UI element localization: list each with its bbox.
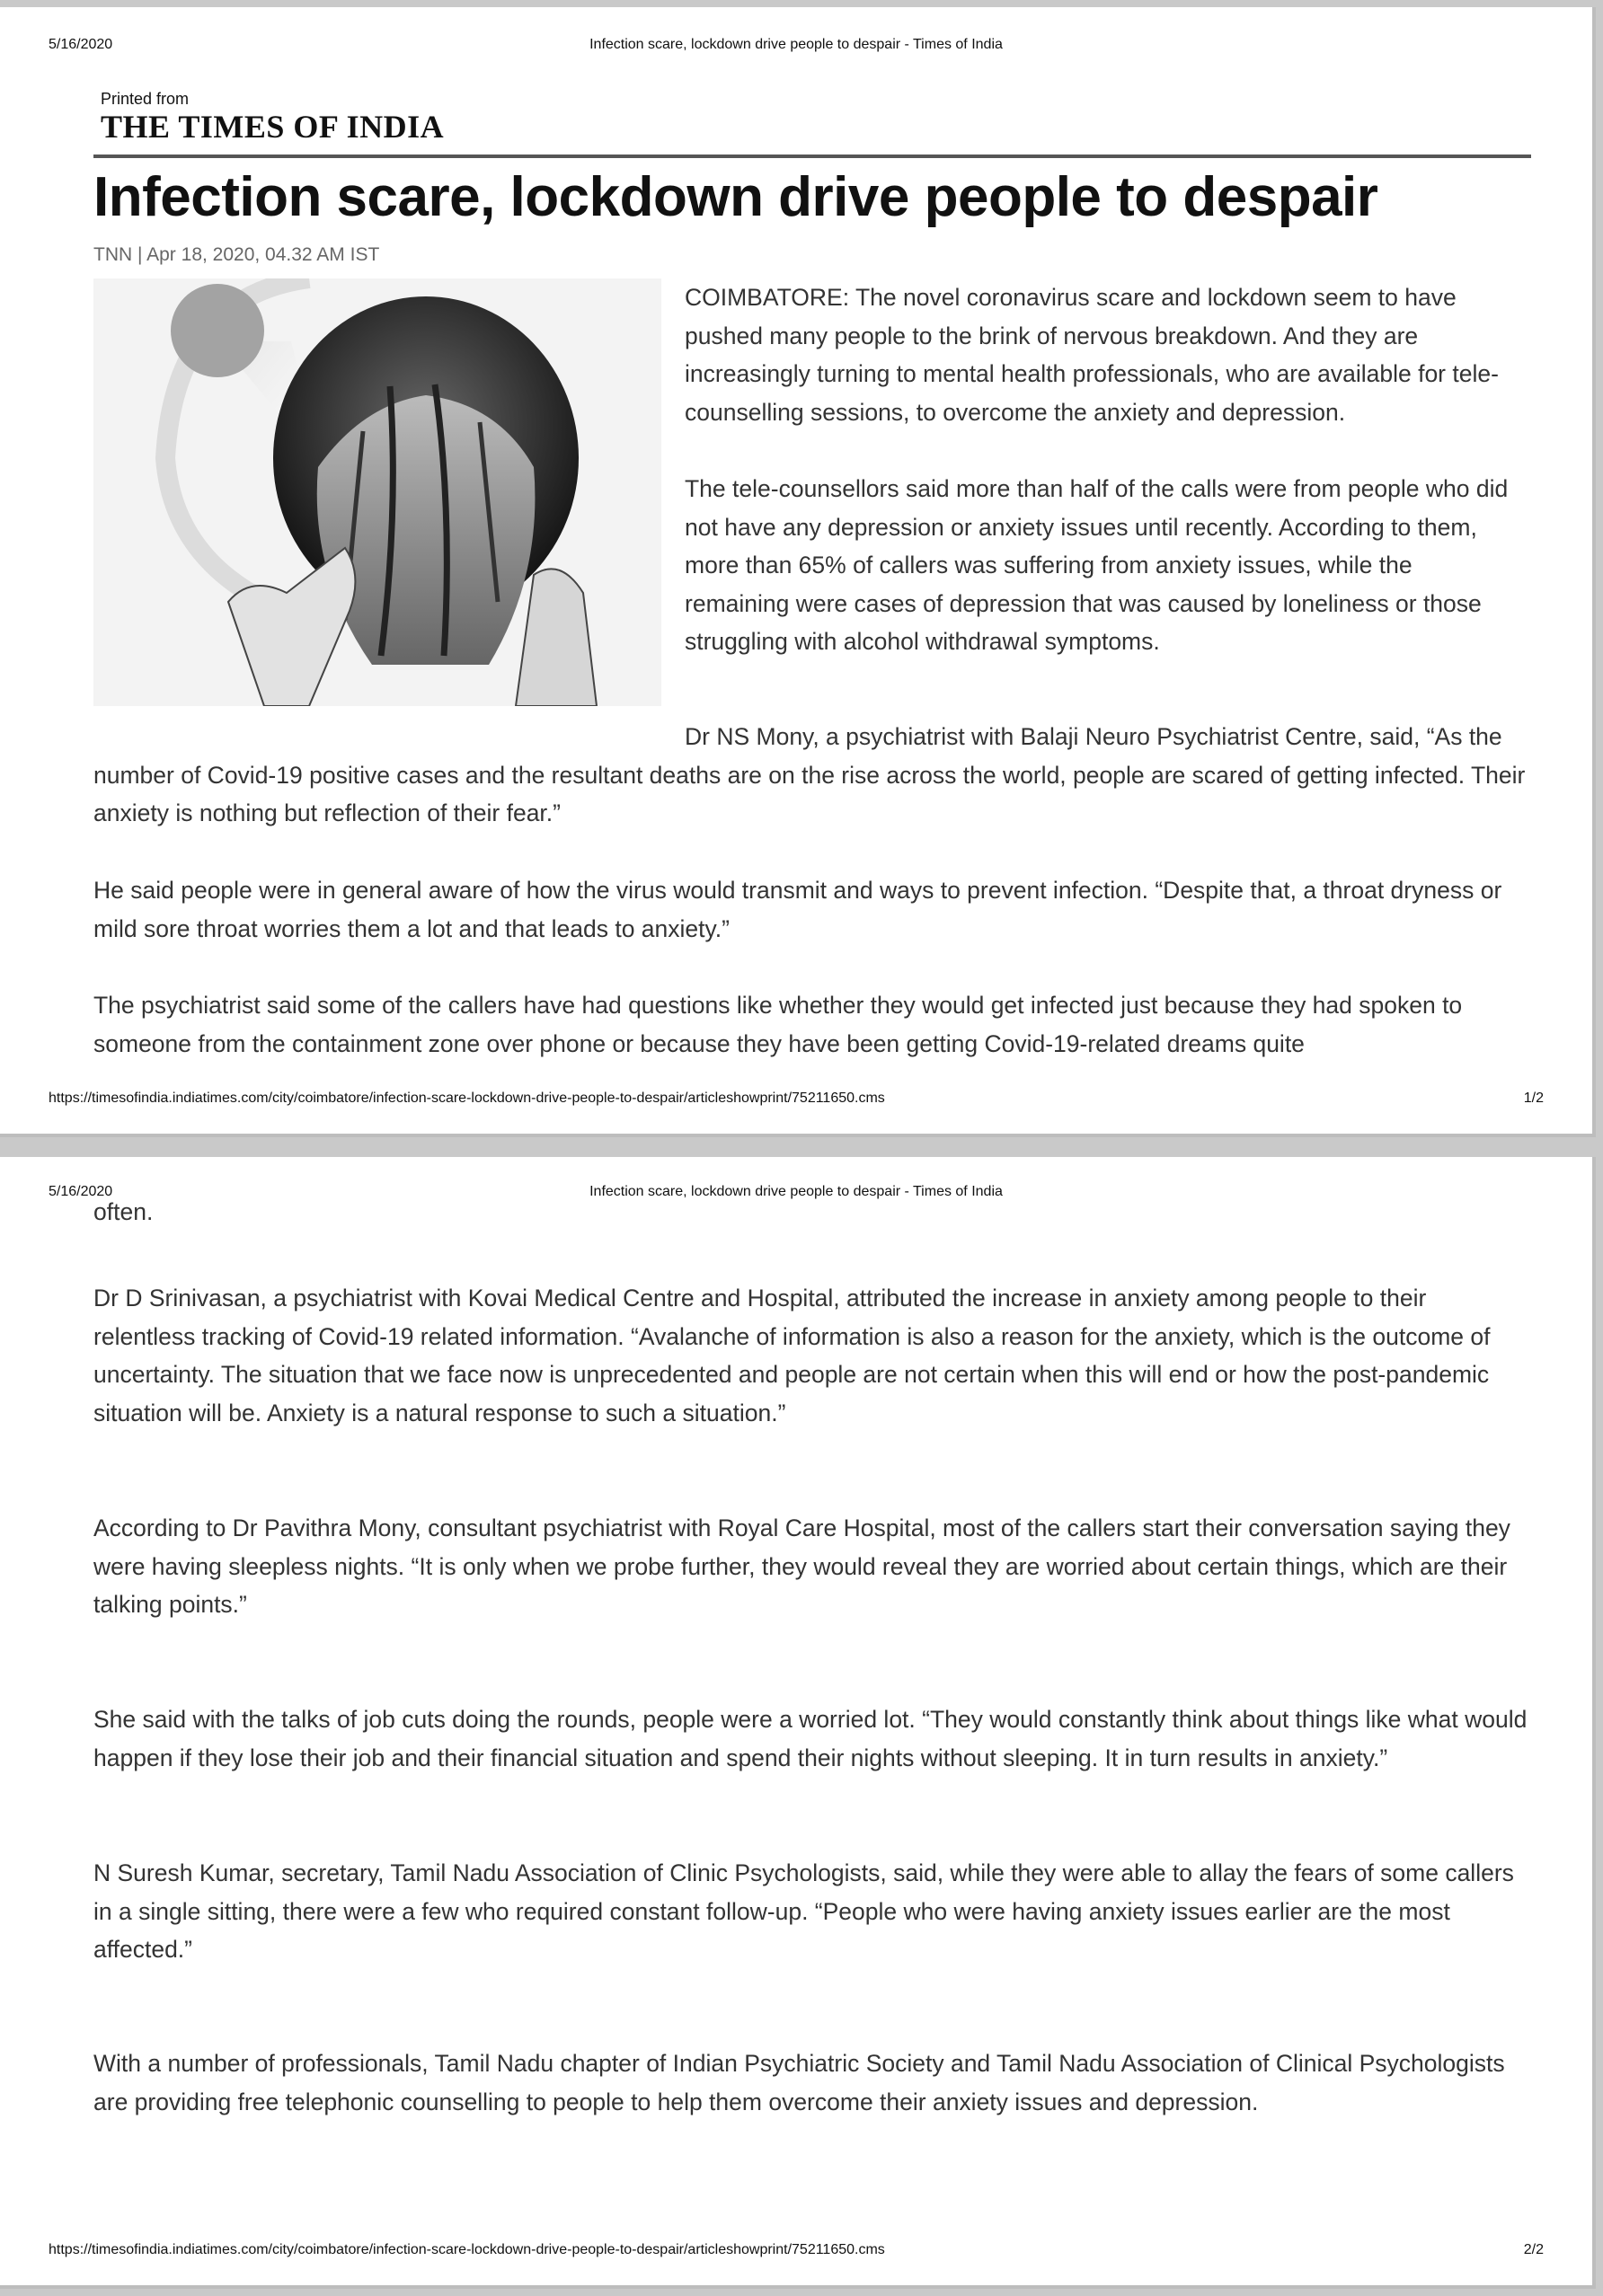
article-paragraph: With a number of professionals, Tamil Nadu chapter of Indian Psychiatric Society and Tamil Nadu Association of Clinical Psychologists are providing free telephonic counselling to people to help them overcome their anxiety issues and depression. [93,2050,1505,2115]
print-header-title: Infection scare, lockdown drive people to despair - Times of India [589,1184,1003,1199]
print-footer-url: https://timesofindia.indiatimes.com/city/coimbatore/infection-scare-lockdown-drive-people-to-despair/articleshowprint/75211650.cms [49,2242,885,2257]
article-paragraph: He said people were in general aware of how the virus would transmit and ways to prevent infection. “Despite that, a throat dryness or mild sore throat worries them a lot and that leads to anxiety.” [93,877,1502,942]
article-paragraph: often. [93,1198,154,1225]
article-paragraph: The tele-counsellors said more than half of the calls were from people who did not have any depression or anxiety issues until recently. According to them, more than 65% of callers was suffering from anxiety issues, while the remaining were cases of depression that was caused by loneliness or those struggling with alcohol withdrawal symptoms. [685,475,1509,656]
article-paragraph: Dr D Srinivasan, a psychiatrist with Kovai Medical Centre and Hospital, attributed the increase in anxiety among people to their relentless tracking of Covid-19 related information. “Avalanche of information is also a reason for the anxiety, which is the outcome of uncertainty. The situation that we face now is unprecedented and people are not certain when this will end or how the post-pandemic situation will be. Anxiety is a natural response to such a situation.” [93,1285,1491,1426]
article-byline: TNN | Apr 18, 2020, 04.32 AM IST [93,244,380,265]
print-header-date: 5/16/2020 [49,37,113,52]
article-paragraph: N Suresh Kumar, secretary, Tamil Nadu Association of Clinic Psychologists, said, while they were able to allay the fears of some callers in a single sitting, there were a few who required constant follow-up. “People who were having anxiety issues earlier are the most affected.” [93,1859,1514,1964]
article-paragraph: The psychiatrist said some of the callers have had questions like whether they would get infected just because they had spoken to someone from the containment zone over phone or because they have been getting Covid-19-related dreams quite [93,992,1463,1057]
print-footer-page-number: 1/2 [1523,1091,1544,1106]
print-page-1 [0,7,1596,1137]
article-headline: Infection scare, lockdown drive people to despair [93,166,1378,228]
print-header-date: 5/16/2020 [49,1184,113,1199]
masthead-rule [93,155,1531,158]
article-paragraph: She said with the talks of job cuts doing the rounds, people were a worried lot. “They would constantly think about things like what would happen if they lose their job and their financial situation and spend their nights without sleeping. It in turn results in anxiety.” [93,1706,1528,1771]
article-paragraph: According to Dr Pavithra Mony, consultant psychiatrist with Royal Care Hospital, most of the callers start their conversation saying they were having sleepless nights. “It is only when we probe further, they would reveal they are worried about certain things, which are their talking points.” [93,1514,1510,1619]
print-footer-url: https://timesofindia.indiatimes.com/city/coimbatore/infection-scare-lockdown-drive-people-to-despair/articleshowprint/75211650.cms [49,1091,885,1106]
print-header-title: Infection scare, lockdown drive people to despair - Times of India [589,37,1003,52]
article-image-stressed-person [93,278,661,706]
article-paragraph: Dr NS Mony, a psychiatrist with Balaji Neuro Psychiatrist Centre, said, “As the number of Covid-19 positive cases and the resultant deaths are on the rise across the world, people are scared of getting infected. Their anxiety is nothing but reflection of their fear.” [93,723,1526,827]
print-footer-page-number: 2/2 [1523,2242,1544,2257]
printed-from-label: Printed from [101,90,190,108]
article-paragraph: COIMBATORE: The novel coronavirus scare and lockdown seem to have pushed many people to the brink of nervous breakdown. And they are increasingly turning to mental health professionals, who are available for tele-counselling sessions, to overcome the anxiety and depression. [685,284,1499,426]
print-page-2 [0,1157,1596,2289]
masthead-logo: THE TIMES OF INDIA [101,109,445,145]
